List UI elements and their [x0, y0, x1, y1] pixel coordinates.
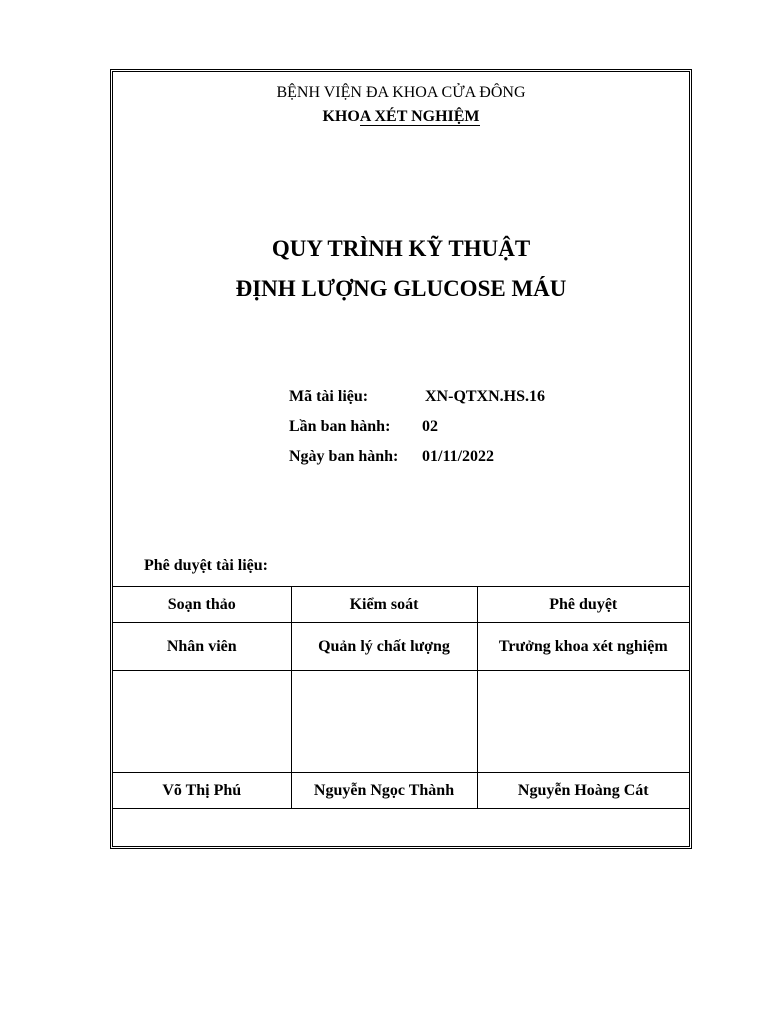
approval-signature-row — [113, 671, 689, 773]
signature-cell-approved — [477, 671, 689, 773]
document-code-label: Mã tài liệu: — [289, 388, 369, 405]
role-cell-controlled: Quản lý chất lượng — [291, 623, 477, 671]
document-frame — [110, 69, 692, 849]
approval-table — [113, 586, 689, 847]
issue-number-row — [289, 418, 438, 436]
issue-number-label: Lần ban hành: — [289, 418, 391, 435]
name-cell-drafted: Võ Thị Phú — [113, 773, 291, 809]
department-name-end: A XÉT NGHIỆM — [359, 108, 480, 125]
header-cell-approved: Phê duyệt — [477, 587, 689, 623]
empty-footer-cell — [113, 809, 689, 847]
name-cell-approved: Nguyễn Hoàng Cát — [477, 773, 689, 809]
document-code-value: XN-QTXN.HS.16 — [425, 388, 546, 405]
issue-date-row — [289, 448, 495, 466]
hospital-name: BỆNH VIỆN ĐA KHOA CỬA ĐÔNG — [276, 84, 526, 101]
signature-cell-controlled — [291, 671, 477, 773]
approval-label: Phê duyệt tài liệu: — [144, 557, 268, 574]
approval-name-row — [113, 773, 689, 809]
document-title-line1: QUY TRÌNH KỸ THUẬT — [271, 236, 531, 261]
issue-number-value: 02 — [422, 418, 438, 435]
department-name — [113, 108, 689, 126]
department-name-start: KHO — [322, 108, 360, 125]
document-title-line2: ĐỊNH LƯỢNG GLUCOSE MÁU — [235, 276, 567, 301]
signature-cell-drafted — [113, 671, 291, 773]
approval-empty-row — [113, 809, 689, 847]
approval-role-row — [113, 623, 689, 671]
issue-date-label: Ngày ban hành: — [289, 448, 399, 465]
header-cell-controlled: Kiểm soát — [291, 587, 477, 623]
issue-date-value: 01/11/2022 — [422, 448, 495, 465]
role-cell-approved: Trưởng khoa xét nghiệm — [477, 623, 689, 671]
header-cell-drafted: Soạn thảo — [113, 587, 291, 623]
approval-header-row — [113, 587, 689, 623]
role-cell-drafted: Nhân viên — [113, 623, 291, 671]
name-cell-controlled: Nguyễn Ngọc Thành — [291, 773, 477, 809]
document-code-row — [289, 388, 546, 406]
